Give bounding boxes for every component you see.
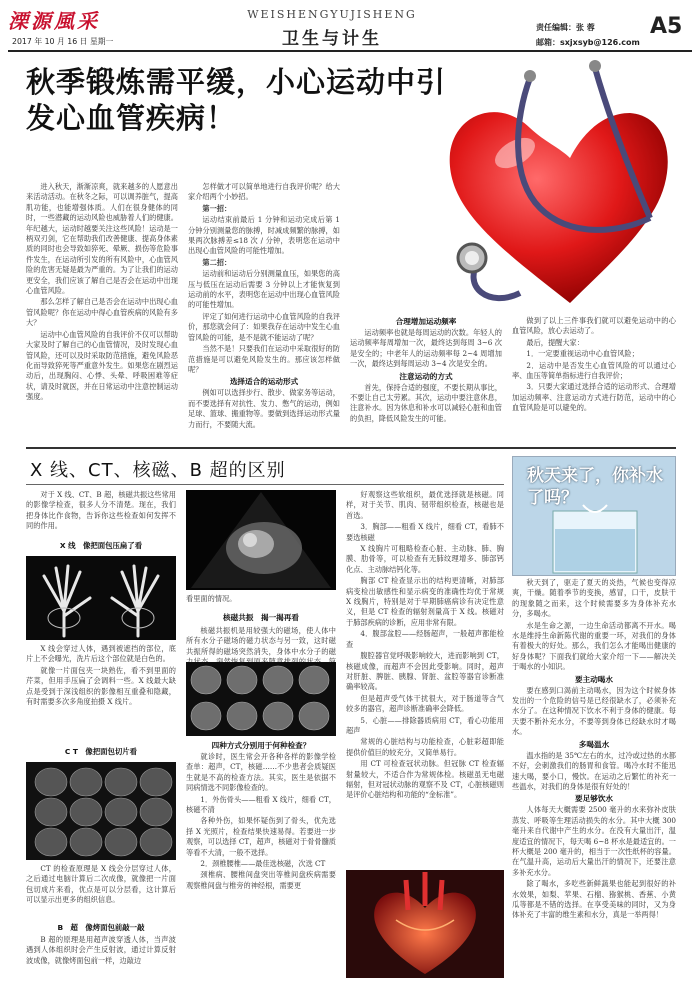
article2-column-1	[26, 490, 176, 538]
paragraph: 3．胸部——粗看 X 线片，细看 CT，看肺不要选核磁	[346, 522, 504, 542]
subheading-mri: 核磁共振 揭一揭再看	[223, 613, 299, 622]
editor-email: 邮箱：sxjxsyb@126.com	[536, 38, 640, 47]
paragraph: CT 的检查原理是 X 线会分层穿过人体，之后通过电脑计算后二次成像，就像把一片面包切成片来看，优点是可以分层看，这计算后可以显示出更多的组织信息。	[26, 864, 176, 905]
paragraph: 运动结束前最后 1 分钟和运动完成后第 1 分钟分别测量您的脉搏，时减成频繁的脉搏，如果两次脉搏差≤18 次 / 分钟，表明您在运动中出现心血管风险的可能性增加。	[188, 215, 340, 256]
paragraph: 对于 X 线、CT、B 超，核磁共振这些常用的影像学检查，很多人分不清楚。现在，我们把身体比作食物，告诉你这些检查如何发挥不同的作用。	[26, 490, 176, 531]
section-title: 卫生与计生	[282, 29, 382, 49]
paragraph: 运动中心血管风险的自我评价不仅可以帮助大家及时了解自己的心血管情况，及时发现心血管风险，还可以及时采取防范措施，避免风险恶化而导致猝死等严重意外发生。如果您在剧烈运动后，出现胸闷、心悸、头晕、呼吸困难等症状，请及时就医，并在日常运动中注意控制运动强度。	[26, 329, 178, 402]
article2-column-2	[186, 594, 336, 608]
paragraph: 人体每天大概需要 2500 毫升的水来弥补皮肤蒸发、呼吸等生理活动损失的水分。其中大概 300 毫升来自代谢中产生的水分。在没有大量出汗，温度适宜的情况下，每天喝 6~8 杯水是最适宜的。一杯大概是 200 毫升的，相当于一次性纸杯的容量。在气温升高，运动后大量出汗的情况下，还要注意多补充水分。	[512, 805, 676, 877]
paragraph: 第一招：	[202, 203, 232, 213]
paragraph: 秋天到了，驱走了夏天的炎热，气候也变得凉爽，干燥。随着季节的变换，感冒，口干，皮肤干的现象随之而来，这个时候需要多为身体补充水分，多喝水。	[512, 578, 676, 619]
paragraph: 核磁共振机是用较强大的磁场，使人体中所有水分子磁场的磁力状态与另一致，这时磁共振所得的磁场突然消失，身体中水分子的磁	[186, 626, 336, 656]
masthead-rule	[8, 50, 692, 52]
paragraph: X 线胸片可粗略检查心脏、主动脉、肺、胸膜、肋骨等，可以检查有无肺纹理增多、肺部钙化点、主动脉结钙化等。	[346, 544, 504, 574]
ct-scan-image	[26, 762, 176, 860]
paragraph: X 线会穿过人体，遇到被遮挡的部位，底片上不会曝光，洗片后这个部位就是白色的。	[26, 644, 176, 664]
subheading: 多喝温水	[578, 739, 610, 749]
subheading: 选择适合的运动形式	[229, 377, 299, 387]
paragraph: 用 CT 可检查冠状动脉。但冠脉 CT 检查辐射量较大，不适合作为常规体检。核磁虽无电磁辐射，但对冠状动脉的观察不及 CT，心脏核磁则是评价心脏结构和功能的“金标准”。	[346, 759, 504, 800]
paragraph: 1．一定要重视运动中心血管风险；	[526, 349, 639, 359]
article2-column-2c	[186, 740, 336, 978]
subheading: 合理增加运动频率	[395, 317, 457, 326]
section-pinyin: WEISHENGYUJISHENG	[247, 8, 417, 21]
paragraph: 进入秋天，渐渐凉爽，就来越多的人愿意出来活动活动。在秋冬之际，可以调养脏气，提高肌功能，也能增强体质。人们在很身健体的同时，一些潜藏的运动风险也威胁着人们的健康。年纪越大，运动时越要关注这些风险！运动是一柄双刃剑，它在帮助我们改善健康、提高身体素质的同时也会导致如猝死、晕厥、损伤等危险事件发生，在运动所引发的所有风险中，心血管风险的危害无疑是最为严重的。为了让我们的运动更安全，我们应该了解自己是否会在运动中出现心血管风险。	[26, 182, 178, 296]
paragraph: 各种外伤，如果怀疑伤到了骨头，优先选择 X 光照片，检查结果快速易得。若要进一步观察，可以选择 CT，超声，核磁对于骨骨髓质等看不大清，一般不选择。	[186, 816, 336, 857]
caption-xray: X 线 像把面包压扁了看	[59, 541, 143, 550]
caption-ct: C T 像把面包切片看	[64, 747, 138, 756]
ultrasound-image	[186, 490, 336, 590]
paragraph: 首先，保持合适的强度，不要长期从事比，不要让自己太劳累。其次，运动中要注意休息，注意补水。因为休息和补水可以减轻心脏和血管的负担，降低风险发生的可能。	[350, 382, 502, 423]
paragraph: 除了喝水，多吃些新鲜蔬果也能起到很好的补水效果，如梨、苹果、石榴、猕猴桃、香蕉、小黄瓜等都是不错的选择。在享受美味的同时，又为身体补充了丰富的维生素和水分，真是一举两得！	[512, 879, 676, 920]
article1-column-2	[188, 182, 340, 444]
subheading-how: 四种方式分别用于何种检查？	[211, 741, 311, 750]
paragraph: 3．只要大家通过选择合适的运动形式、合理增加运动频率、注意运动方式进行防范，运动中的心血管风险是可以避免的。	[512, 382, 676, 413]
mri-brain-image	[186, 662, 336, 736]
article2-column-1b	[26, 644, 176, 740]
paragraph: 1．外伤骨头——粗看 X 线片，细看 CT，核磁不清	[186, 794, 336, 815]
issue-date: 2017 年 10 月 16 日 星期一	[12, 37, 114, 46]
article1-column-1	[26, 182, 178, 444]
subheading: 注意运动的方式	[399, 371, 453, 381]
article1-column-4	[512, 316, 676, 444]
paragraph: 评定了如何进行运动中心血管风险的自我评价，那您就会问了：如果我存在运动中发生心血管风险的可能，是不是就不能运动了呢？	[188, 311, 340, 342]
paragraph: 颈椎病、腰椎间盘突出等椎间盘疾病需要观察椎间盘与椎旁的神经根，需要更	[186, 870, 336, 890]
paragraph: 腹腔器官觉呼吸影响较大，进而影响到 CT，核磁成像，而超声不会因此受影响。同时，超声对肝脏、脾脏、胰腺、肾脏、盆腔等器官诊断准确率较高。	[346, 651, 504, 692]
paragraph: B 超的原理是用超声波穿透人体，当声波遇到人体组织时会产生反射波，通过计算反射波成像，就像烤面包前一样，边敲边	[26, 935, 176, 965]
paragraph: 要在感到口渴前主动喝水，因为这个时候身体发出的一个危险的信号是已经很缺水了，必须补充水分了。在这种情况下饮水不利于身体的健康。每天要不断补充水分，不要等到身体已经缺水时才喝水。	[512, 685, 676, 737]
paragraph: 第二招：	[202, 257, 232, 267]
article2-column-2b	[186, 626, 336, 660]
paragraph: 当然不是！只要我们在运动中采取很好的防范措施是可以避免风险发生的。那应该怎样做呢？	[188, 344, 340, 374]
paragraph: 好观察这些软组织，最优选择就是核磁。同样，对于关节、肌肉、韧带组织检查，核磁也是首选。	[346, 490, 504, 520]
paragraph: 怎样做才可以简单地进行自我评价呢？给大家介绍两个小妙招。	[188, 182, 340, 202]
paragraph: 水是生命之源，一边生命活动都离不开水。喝水是维持生命新陈代谢的重要一环，对我们的身体有着极大的好处。那么，我们怎么才能喝出健康的好身体呢？下面我们就给大家介绍一下——解决关于喝水的小知识。	[512, 620, 676, 672]
water-glass-icon	[513, 505, 677, 577]
paragraph: 5．心脏——排除器质病用 CT，看心功能用超声	[346, 715, 504, 735]
heart-stethoscope-illustration	[420, 58, 682, 316]
xray-hands-image	[26, 556, 176, 640]
article2-column-1d	[26, 935, 176, 977]
article2-column-4	[512, 578, 676, 978]
editor-name: 责任编辑：张 蓉	[536, 23, 595, 32]
paragraph: 就像一片面包夹一块熟佐，看不到里面的芹菜，但用手压扁了会调料一些。X 线最大缺点是受到于深浅组织的影像相互重叠和隐藏，有时需要多次多角度拍摄 X 线片。	[26, 665, 176, 707]
paragraph: 做到了以上三件事我们就可以避免运动中的心血管风险，放心去运动了。	[512, 316, 676, 336]
page-number: A5	[650, 14, 683, 39]
article2-column-3	[346, 490, 504, 868]
paragraph: 但是超声受气体干扰很大，对于肠道等含气较多的器官，超声诊断准确率会降低。	[346, 693, 504, 714]
paragraph: 运动前和运动后分别测量血压，如果您的高压与低压在运动后需要 3 分钟以上才能恢复到运动前的水平，表明您在运动中出现心血管风险的可能性增加。	[188, 269, 340, 310]
article1-headline: 秋季锻炼需平缓，小心运动中引发心血管疾病！	[26, 65, 447, 135]
paragraph: 看里面的情况。	[186, 594, 237, 603]
paragraph: 胸部 CT 检查显示出的结构更清晰，对肺部病变检出敏感性和显示病变的准确性均优于常规 X 线胸片，特别是对于早期肺癌病诊有决定性意义，但是 CT 检查的辐射剂量高于 X 线。核磁对于肺部疾病的诊断，应用非常有限。	[346, 576, 504, 627]
paragraph: 运动频率也就是每周运动的次数。年轻人的运动频率每周增加一次，最终达到每周 3~6 次是安全的；中老年人的运动频率每 2~4 周增加一次，最终达到每周运动 3~4 次是安全的。	[350, 328, 502, 369]
article2-column-1c	[26, 864, 176, 918]
article2-headline: X 线、CT、核磁、B 超的区别	[30, 460, 286, 481]
section-divider	[26, 447, 676, 449]
water-feature-box	[512, 456, 676, 576]
logo-text: 溧源風采	[8, 9, 100, 33]
paragraph: 常规的心脏结构与功能检查，心脏彩超即能提供价值巨的较充分，又简单易行。	[346, 737, 504, 757]
paragraph: 4．腹部盆腔——经肠超声，一般超声都能检查	[346, 629, 504, 649]
paragraph: 温水指的是 35℃左右的水，过冷或过热的水都不好，会刺激我们的肠胃和食管。喝冷水时不能迅速大喝，要小口，慢饮。在运动之后繁忙的补充一些温水，对我们的身体是很有好处的！	[512, 750, 676, 791]
article1-column-3	[350, 316, 502, 444]
water-feature-title: 秋天来了，你补水了吗？	[527, 466, 663, 508]
masthead	[0, 0, 700, 52]
paragraph: 就诊时，医生常会开各种各样的影像学检查单：超声，CT，核磁……不少患者会质疑医生就是不高的检查方法。其实，医生是依据不同病情选不同影像检查的。	[186, 752, 336, 793]
heart-anatomy-image	[346, 870, 504, 978]
masthead-logo	[8, 5, 150, 31]
subheading: 要足够饮水	[575, 794, 613, 804]
paragraph: 那么怎样了解自己是否会在运动中出现心血管风险呢？你在运动中得心血管疾病的风险有多大？	[26, 297, 178, 328]
paragraph: 例如可以选择步行、散步、做家务等运动，而不要选择有对抗性、发力、憋气的运动，例如足球、篮球、搬重物等。要做到选择运动形式量力而行，不要随大流。	[188, 388, 340, 429]
paragraph: 2．运动中是否发生心血管风险的可以通过心率、血压等简单指标进行自我评价；	[512, 360, 676, 381]
subheading: 要主动喝水	[575, 674, 613, 684]
caption-ultrasound: B 超 像烤面包前敲一敲	[57, 923, 145, 932]
paragraph: 2．颈椎腰椎——最佳选核磁，次选 CT	[200, 859, 326, 869]
paragraph: 最后，提醒大家：	[526, 337, 584, 347]
headline-rule	[26, 484, 504, 485]
